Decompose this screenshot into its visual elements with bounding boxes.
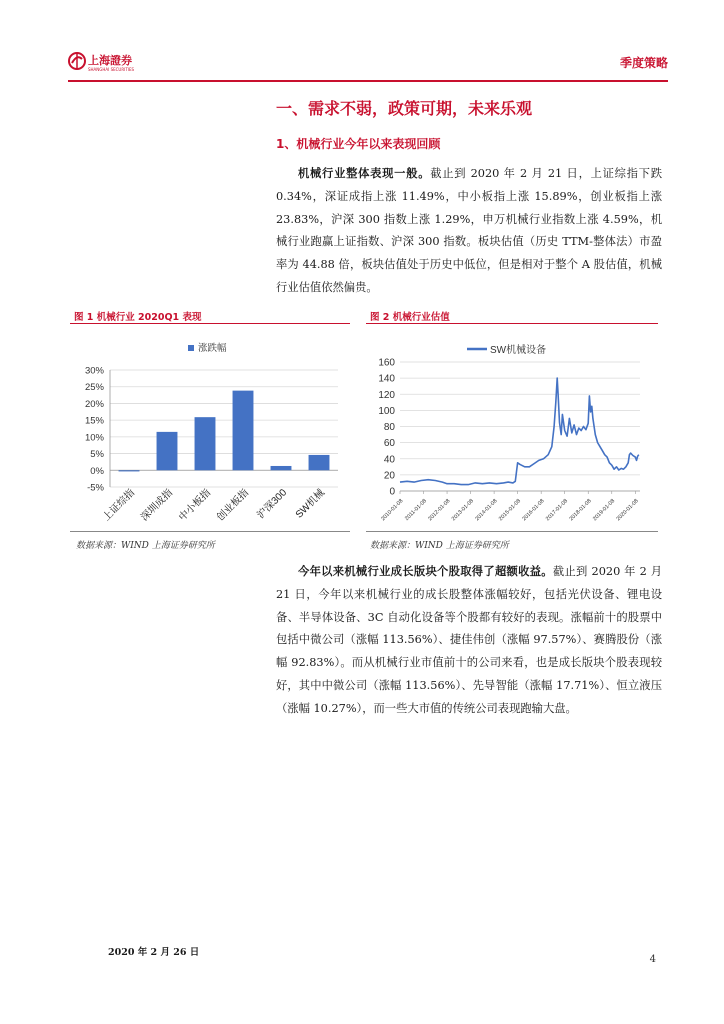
x-tick-label: 2013-01-08 — [450, 498, 476, 523]
header-section-label: 季度策略 — [619, 56, 668, 70]
y-tick-label: 80 — [383, 422, 395, 433]
company-logo — [68, 48, 148, 78]
paragraph-overview — [276, 163, 662, 300]
x-tick-label: 2015-01-08 — [497, 498, 523, 523]
section-subtitle: 1、机械行业今年以来表现回顾 — [276, 137, 441, 151]
x-tick-label: 2017-01-08 — [544, 498, 570, 523]
logo-subtitle: SHANGHAI SECURITIES — [88, 67, 135, 72]
paragraph-lead: 机械行业整体表现一般。 — [298, 167, 431, 180]
x-category-label: 上证综指 — [101, 487, 138, 524]
y-tick-label: 30% — [84, 365, 104, 377]
legend-label: SW机械设备 — [490, 345, 547, 356]
y-tick-label: 100 — [378, 405, 395, 417]
paragraph-growth — [276, 561, 662, 721]
y-tick-label: 25% — [84, 382, 104, 394]
line-chart-axis — [400, 491, 640, 494]
y-tick-label: 0 — [389, 486, 395, 498]
legend-swatch — [188, 345, 194, 351]
logo-emblem-icon — [68, 51, 86, 71]
footer-date: 2020 年 2 月 26 日 — [108, 947, 200, 958]
x-category-label: 中小板指 — [177, 487, 214, 524]
line-chart-legend — [467, 343, 546, 356]
paragraph-body: 截止到 2020 年 2 月 21 日，上证综指下跌 0.34%，深证成指上涨 11.49%，中小板指上涨 15.89%，创业板指上涨 23.83%，沪深 300 指数上涨 1.29%，申万机械行业指数上涨 4.59%，机械行业跑赢上证指数、沪深 300 指数。板块估值（历史 TTM-整体法）市盈率为 44.88 倍，板块估值处于历史中低位，但是相对于整个 A 股估值，机械行业估值依然偏贵。 — [276, 167, 662, 294]
x-category-label: SW机械 — [293, 487, 328, 521]
figure2-line-chart — [366, 330, 658, 528]
x-tick-label: 2016-01-08 — [521, 498, 546, 523]
figure1-bottom-rule — [70, 531, 350, 532]
figure2-title: 图 2 机械行业估值 — [370, 312, 450, 323]
y-tick-label: 20% — [84, 398, 104, 410]
x-tick-label: 2012-01-08 — [427, 498, 452, 523]
y-tick-label: 0% — [90, 465, 104, 477]
bar-chart-bars — [119, 391, 330, 472]
figure2-rule — [366, 323, 658, 324]
bar — [157, 432, 178, 470]
header-divider — [68, 80, 668, 82]
paragraph2-lead: 今年以来机械行业成长版块个股取得了超额收益。 — [298, 565, 553, 578]
x-tick-label: 2010-01-08 — [380, 498, 405, 523]
line-chart-labels — [378, 358, 639, 523]
section-title: 一、需求不弱，政策可期，未来乐观 — [276, 99, 533, 118]
x-tick-label: 2011-01-08 — [404, 498, 428, 523]
bar — [271, 466, 292, 470]
y-tick-label: 15% — [84, 415, 104, 427]
bar — [195, 417, 216, 470]
x-tick-label: 2014-01-08 — [474, 498, 499, 523]
x-category-label: 沪深300 — [255, 487, 290, 522]
y-tick-label: 160 — [378, 357, 395, 369]
x-category-label: 深圳成指 — [139, 487, 176, 524]
bar-chart-grid — [110, 370, 338, 487]
figure1-source: 数据来源：WIND 上海证券研究所 — [76, 541, 215, 551]
figure1-rule — [70, 323, 350, 324]
y-tick-label: 20 — [383, 470, 395, 482]
bar-chart-legend — [188, 342, 227, 354]
bar-chart-axis — [110, 370, 338, 487]
x-tick-label: 2018-01-08 — [568, 498, 593, 523]
figure2-source: 数据来源：WIND 上海证券研究所 — [370, 541, 509, 551]
x-tick-label: 2020-01-08 — [615, 498, 640, 523]
line-chart-grid — [400, 362, 640, 491]
page-number: 4 — [649, 954, 656, 965]
figure1-bar-chart — [70, 330, 350, 528]
paragraph2-body: 截止到 2020 年 2 月 21 日，今年以来机械行业的成长股整体涨幅较好，包括光伏设备、锂电设备、半导体设备、3C 自动化设备等个股都有较好的表现。涨幅前十的股票中包括中微公司（涨幅 113.56%）、捷佳伟创（涨幅 97.57%）、赛腾股份（涨幅 92.83%）。而从机械行业市值前十的公司来看，也是成长版块个股表现较好，其中中微公司（涨幅 113.56%）、先导智能（涨幅 17.71%）、恒立液压（涨幅 10.27%），而一些大市值的传统公司表现跑输大盘。 — [276, 565, 662, 715]
y-tick-label: 10% — [84, 432, 104, 444]
figure1-title: 图 1 机械行业 2020Q1 表现 — [74, 312, 202, 323]
figure2-bottom-rule — [366, 531, 658, 532]
bar — [309, 455, 330, 470]
y-tick-label: 120 — [378, 389, 395, 401]
bar — [119, 470, 140, 471]
y-tick-label: 140 — [378, 373, 395, 385]
legend-label: 涨跌幅 — [198, 343, 227, 354]
bar — [233, 391, 254, 471]
y-tick-label: 40 — [383, 454, 395, 466]
y-tick-label: -5% — [87, 482, 104, 494]
x-tick-label: 2019-01-08 — [592, 498, 617, 523]
logo-name: 上海證券 — [88, 54, 132, 67]
y-tick-label: 60 — [383, 438, 395, 450]
x-category-label: 创业板指 — [215, 487, 252, 524]
y-tick-label: 5% — [90, 449, 104, 461]
